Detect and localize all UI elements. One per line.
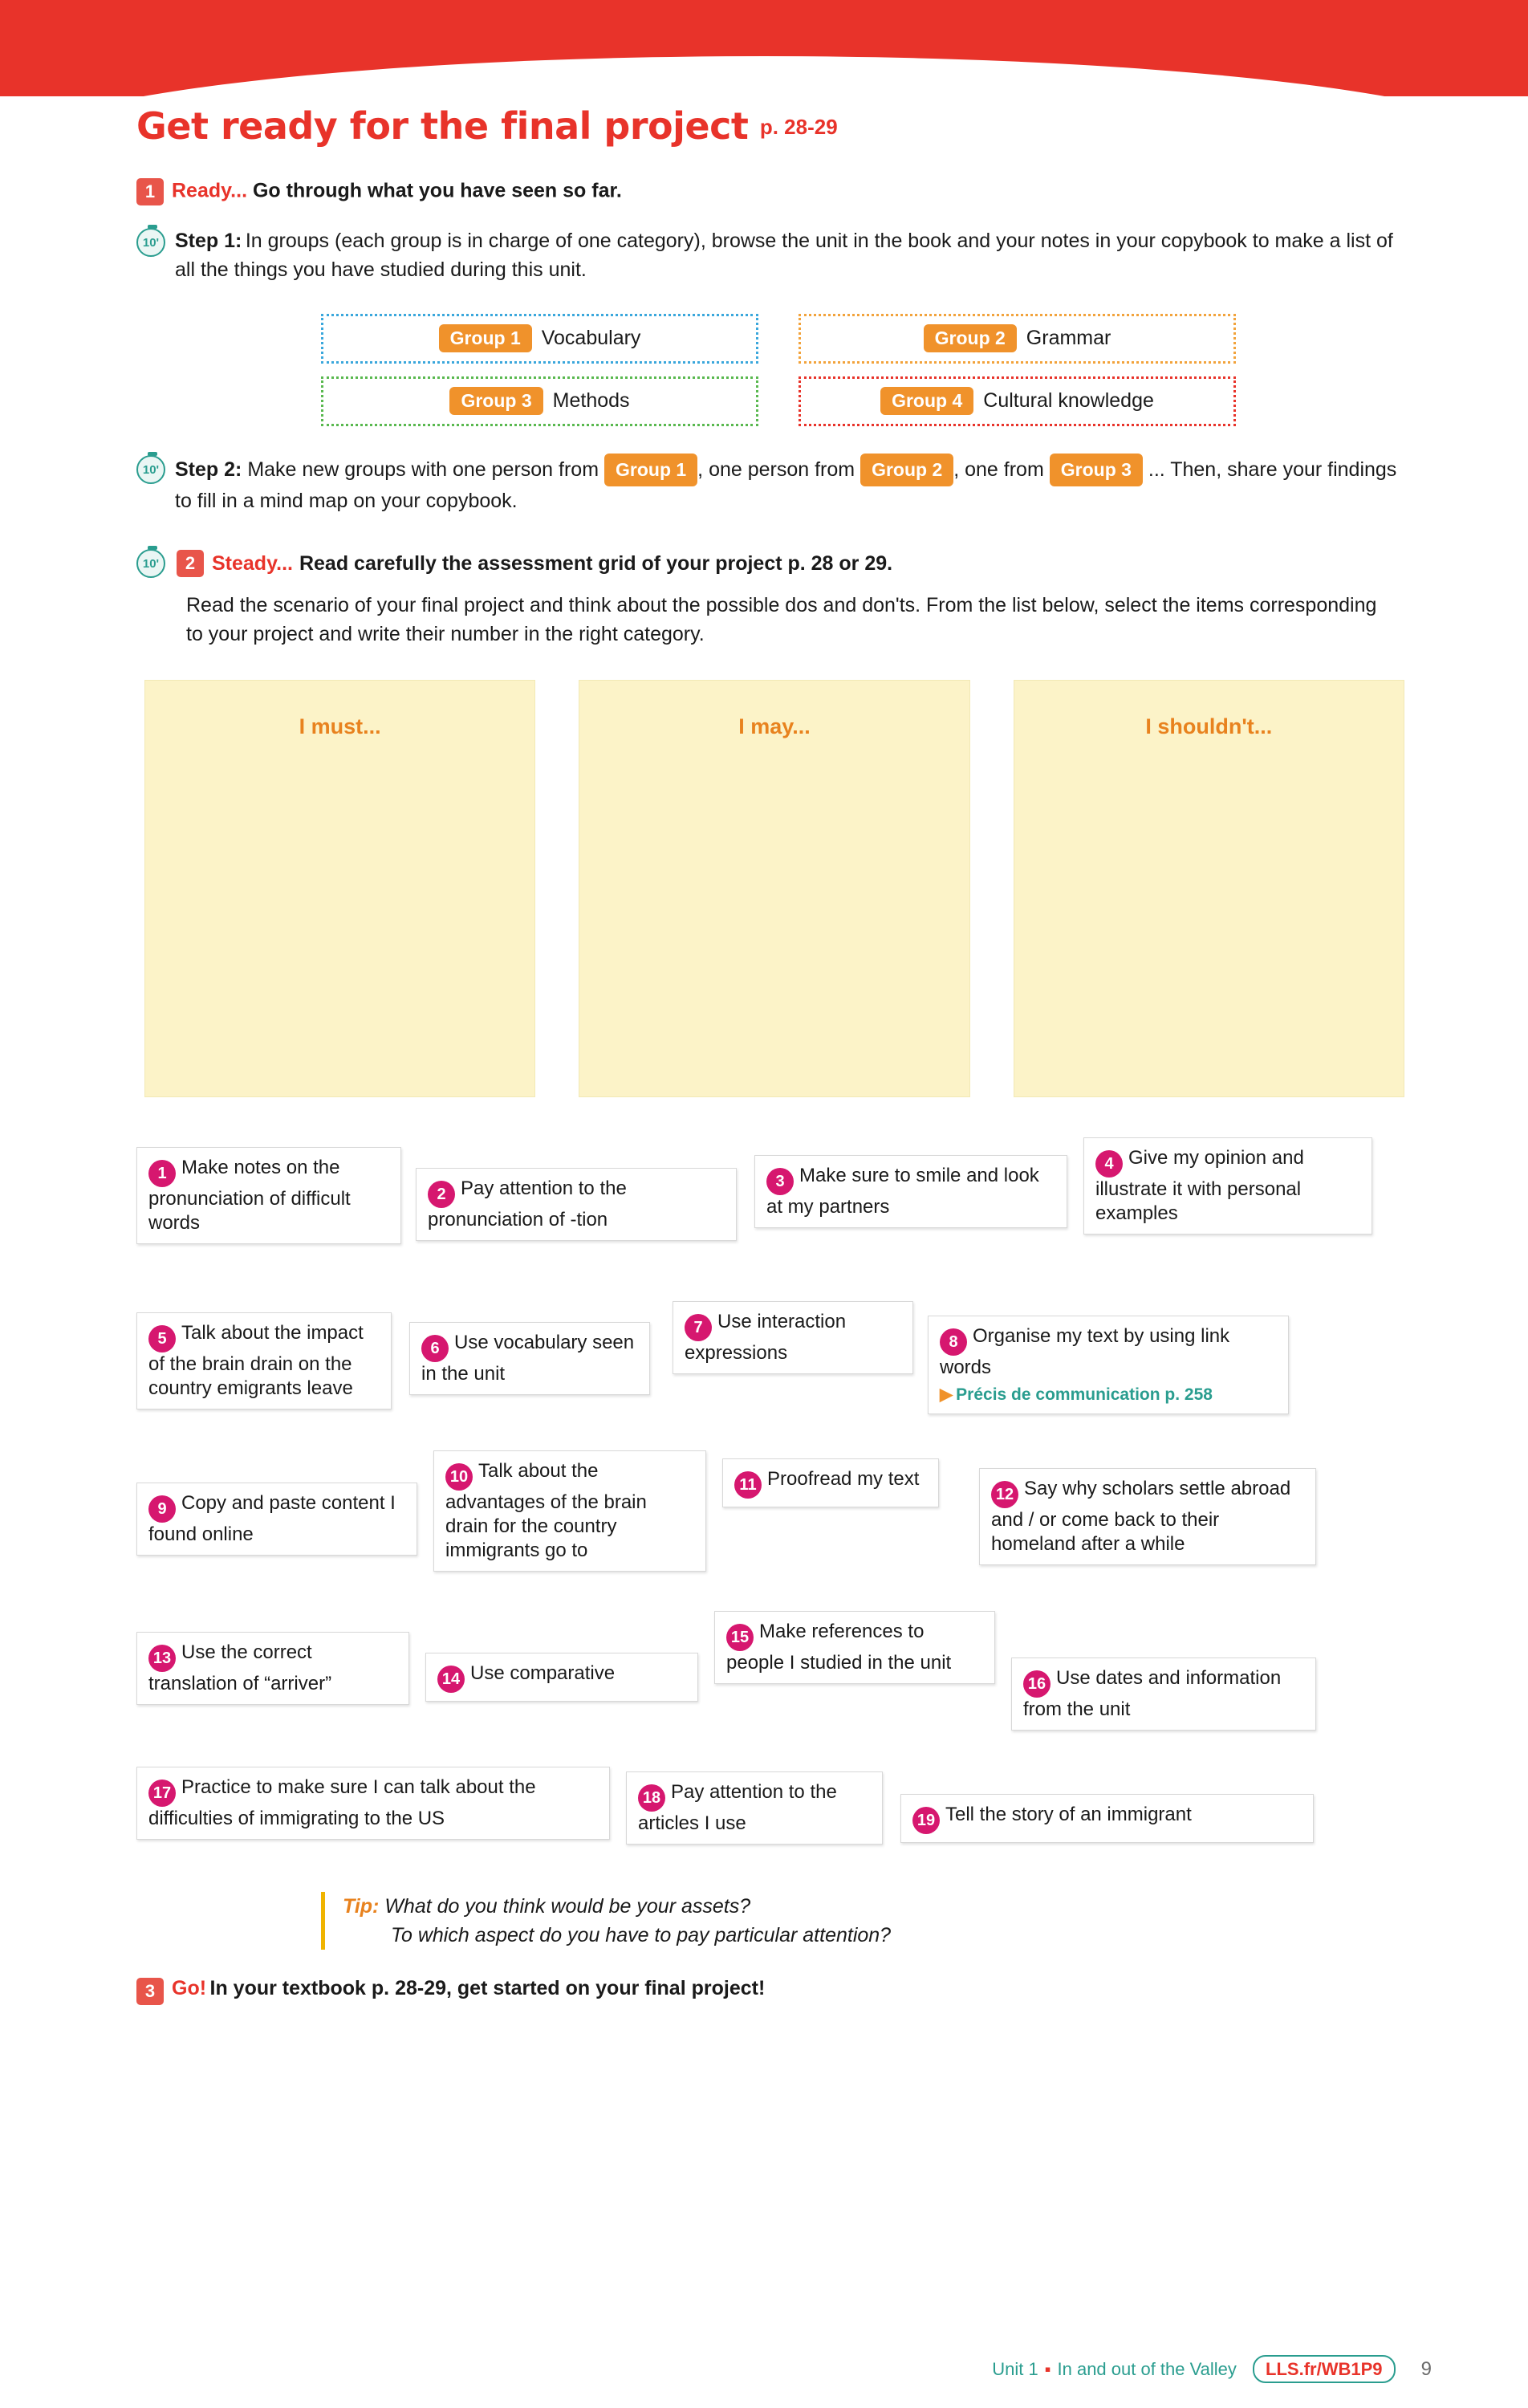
item-card[interactable] xyxy=(136,1483,417,1556)
page-title-ref: p. 28-29 xyxy=(759,115,838,139)
item-text: Practice to make sure I can talk about the difficulties of immigrating to the US xyxy=(148,1775,536,1829)
item-card[interactable] xyxy=(979,1468,1316,1565)
item-text: Talk about the impact of the brain drain on the country emigrants leave xyxy=(148,1321,364,1399)
group-cell-vocabulary xyxy=(321,314,758,364)
item-card[interactable] xyxy=(136,1767,610,1840)
footer-separator-icon: ▪ xyxy=(1044,2359,1051,2379)
item-card[interactable] xyxy=(425,1653,698,1702)
item-number: 9 xyxy=(148,1495,176,1523)
step2-tag-2: Group 2 xyxy=(860,454,953,486)
item-card-list xyxy=(136,1137,1420,1860)
item-number: 12 xyxy=(991,1481,1018,1508)
item-reference-label: Précis de communication p. 258 xyxy=(956,1385,1213,1404)
item-text: Make references to people I studied in the unit xyxy=(726,1620,952,1674)
arrow-icon: ▶ xyxy=(940,1385,953,1404)
group-label-1: Vocabulary xyxy=(541,327,641,349)
item-text: Use vocabulary seen in the unit xyxy=(421,1331,635,1385)
category-box-may-label: I may... xyxy=(738,714,811,738)
item-card[interactable] xyxy=(416,1168,737,1241)
item-number: 19 xyxy=(912,1807,940,1834)
item-number: 8 xyxy=(940,1328,967,1356)
item-number: 3 xyxy=(766,1168,794,1195)
item-reference[interactable] xyxy=(940,1385,1277,1405)
step2-text-c: , one from xyxy=(953,458,1044,481)
footer-code[interactable]: LLS.fr/WB1P9 xyxy=(1253,2355,1395,2383)
page-footer xyxy=(0,2358,1528,2381)
item-number: 10 xyxy=(445,1463,473,1491)
tip-label: Tip: xyxy=(343,1894,380,1918)
page-title-row xyxy=(136,104,1404,148)
group-grid xyxy=(321,314,1244,426)
group-tag-2: Group 2 xyxy=(924,324,1017,352)
step2-text-block xyxy=(175,454,1404,516)
item-card[interactable] xyxy=(1083,1137,1372,1235)
group-label-4: Cultural knowledge xyxy=(983,389,1154,412)
item-number: 2 xyxy=(428,1181,455,1208)
page-content xyxy=(136,95,1404,2005)
item-card[interactable] xyxy=(673,1301,913,1374)
item-card[interactable] xyxy=(136,1147,401,1244)
tip-text-2: To which aspect do you have to pay particular attention? xyxy=(391,1923,892,1946)
item-text: Use dates and information from the unit xyxy=(1023,1666,1282,1720)
item-text: Say why scholars settle abroad and / or come back to their homeland after a while xyxy=(991,1477,1291,1555)
section2-label-black: Read carefully the assessment grid of your project p. 28 or 29. xyxy=(299,551,893,575)
timer-icon: 10' xyxy=(136,455,165,484)
step1-row xyxy=(136,226,1404,285)
section1-heading xyxy=(136,178,1404,205)
item-text: Pay attention to the articles I use xyxy=(638,1780,837,1834)
item-card[interactable] xyxy=(433,1450,706,1572)
item-card[interactable] xyxy=(409,1322,650,1395)
category-boxes xyxy=(144,680,1404,1097)
top-red-banner xyxy=(0,0,1528,96)
item-card[interactable] xyxy=(136,1632,409,1705)
section1-label-red: Ready... xyxy=(172,179,248,202)
section3-number: 3 xyxy=(136,1978,164,2005)
item-text: Tell the story of an immigrant xyxy=(945,1803,1192,1825)
item-number: 1 xyxy=(148,1160,176,1187)
item-card[interactable] xyxy=(136,1312,392,1409)
item-number: 6 xyxy=(421,1335,449,1362)
banner-curve xyxy=(0,56,1528,96)
item-text: Make sure to smile and look at my partners xyxy=(766,1164,1039,1218)
step2-text-b: , one person from xyxy=(697,458,855,481)
item-text: Use comparative xyxy=(470,1662,616,1684)
tip-line-1 xyxy=(343,1892,1404,1921)
item-card[interactable] xyxy=(626,1771,883,1845)
footer-page-number: 9 xyxy=(1420,2358,1432,2380)
item-number: 7 xyxy=(685,1314,712,1341)
group-label-2: Grammar xyxy=(1026,327,1111,349)
category-box-must[interactable] xyxy=(144,680,535,1097)
step1-text: In groups (each group is in charge of one category), browse the unit in the book and your notes in your copybook to make a list of all the things you have studied during this unit. xyxy=(175,230,1393,282)
step2-row xyxy=(136,454,1404,516)
section2-number: 2 xyxy=(177,550,204,577)
item-number: 14 xyxy=(437,1666,465,1693)
category-box-shouldnt[interactable] xyxy=(1014,680,1404,1097)
section1-label-black: Go through what you have seen so far. xyxy=(252,179,622,202)
group-tag-1: Group 1 xyxy=(439,324,532,352)
item-number: 16 xyxy=(1023,1670,1050,1698)
item-card[interactable] xyxy=(1011,1658,1316,1731)
item-number: 17 xyxy=(148,1780,176,1807)
item-number: 11 xyxy=(734,1471,762,1499)
section2-label-red: Steady... xyxy=(212,551,293,575)
item-card[interactable] xyxy=(722,1458,939,1507)
group-cell-cultural-knowledge xyxy=(799,376,1236,426)
item-text: Give my opinion and illustrate it with personal examples xyxy=(1095,1146,1304,1224)
item-number: 18 xyxy=(638,1784,665,1812)
footer-unit-title: In and out of the Valley xyxy=(1057,2359,1237,2379)
step1-label: Step 1: xyxy=(175,230,242,252)
step2-tag-3: Group 3 xyxy=(1050,454,1143,486)
item-number: 5 xyxy=(148,1325,176,1352)
tip-line-2 xyxy=(391,1921,1404,1950)
step2-label: Step 2: xyxy=(175,458,242,481)
section2-heading xyxy=(136,549,1404,578)
footer-unit: Unit 1 xyxy=(992,2359,1038,2379)
group-tag-4: Group 4 xyxy=(880,387,973,415)
category-box-shouldnt-label: I shouldn't... xyxy=(1145,714,1273,738)
section3-label-black: In your textbook p. 28-29, get started on your final project! xyxy=(209,1977,766,2000)
timer-icon: 10' xyxy=(136,228,165,257)
group-label-3: Methods xyxy=(552,389,630,412)
page-title: Get ready for the final project xyxy=(136,104,749,148)
section1-number: 1 xyxy=(136,178,164,205)
section3-label-red: Go! xyxy=(172,1977,207,2000)
item-card[interactable] xyxy=(754,1155,1067,1228)
tip-text-1: What do you think would be your assets? xyxy=(384,1894,751,1918)
item-text: Make notes on the pronunciation of difficult words xyxy=(148,1156,351,1234)
item-card[interactable] xyxy=(900,1794,1314,1843)
group-row-2 xyxy=(321,376,1244,426)
item-number: 4 xyxy=(1095,1150,1123,1178)
section3-heading xyxy=(136,1977,1404,2005)
section2-paragraph: Read the scenario of your final project and think about the possible dos and don'ts. From the list below, select the items corresponding to your project and write their number in the right category. xyxy=(186,594,1377,646)
group-cell-grammar xyxy=(799,314,1236,364)
step2-text-d: ... Then, share your findings to fill in a mind map on your copybook. xyxy=(175,458,1397,512)
step1-text-block xyxy=(175,226,1404,285)
step2-text-a: Make new groups with one person from xyxy=(247,458,599,481)
step2-tag-1: Group 1 xyxy=(604,454,697,486)
item-text: Pay attention to the pronunciation of -tion xyxy=(428,1177,627,1230)
group-tag-3: Group 3 xyxy=(449,387,543,415)
category-box-must-label: I must... xyxy=(299,714,381,738)
item-text: Proofread my text xyxy=(767,1467,920,1490)
tip-block xyxy=(321,1892,1404,1950)
timer-icon: 10' xyxy=(136,549,165,578)
item-number: 15 xyxy=(726,1624,754,1651)
item-text: Talk about the advantages of the brain drain for the country immigrants go to xyxy=(445,1459,647,1561)
item-number: 13 xyxy=(148,1645,176,1672)
item-text: Use the correct translation of “arriver” xyxy=(148,1641,332,1694)
item-text: Organise my text by using link words xyxy=(940,1324,1230,1378)
item-card[interactable] xyxy=(714,1611,995,1684)
item-text: Use interaction expressions xyxy=(685,1310,847,1364)
item-card[interactable] xyxy=(928,1316,1289,1414)
category-box-may[interactable] xyxy=(579,680,969,1097)
group-cell-methods xyxy=(321,376,758,426)
group-row-1 xyxy=(321,314,1244,364)
item-text: Copy and paste content I found online xyxy=(148,1491,396,1545)
